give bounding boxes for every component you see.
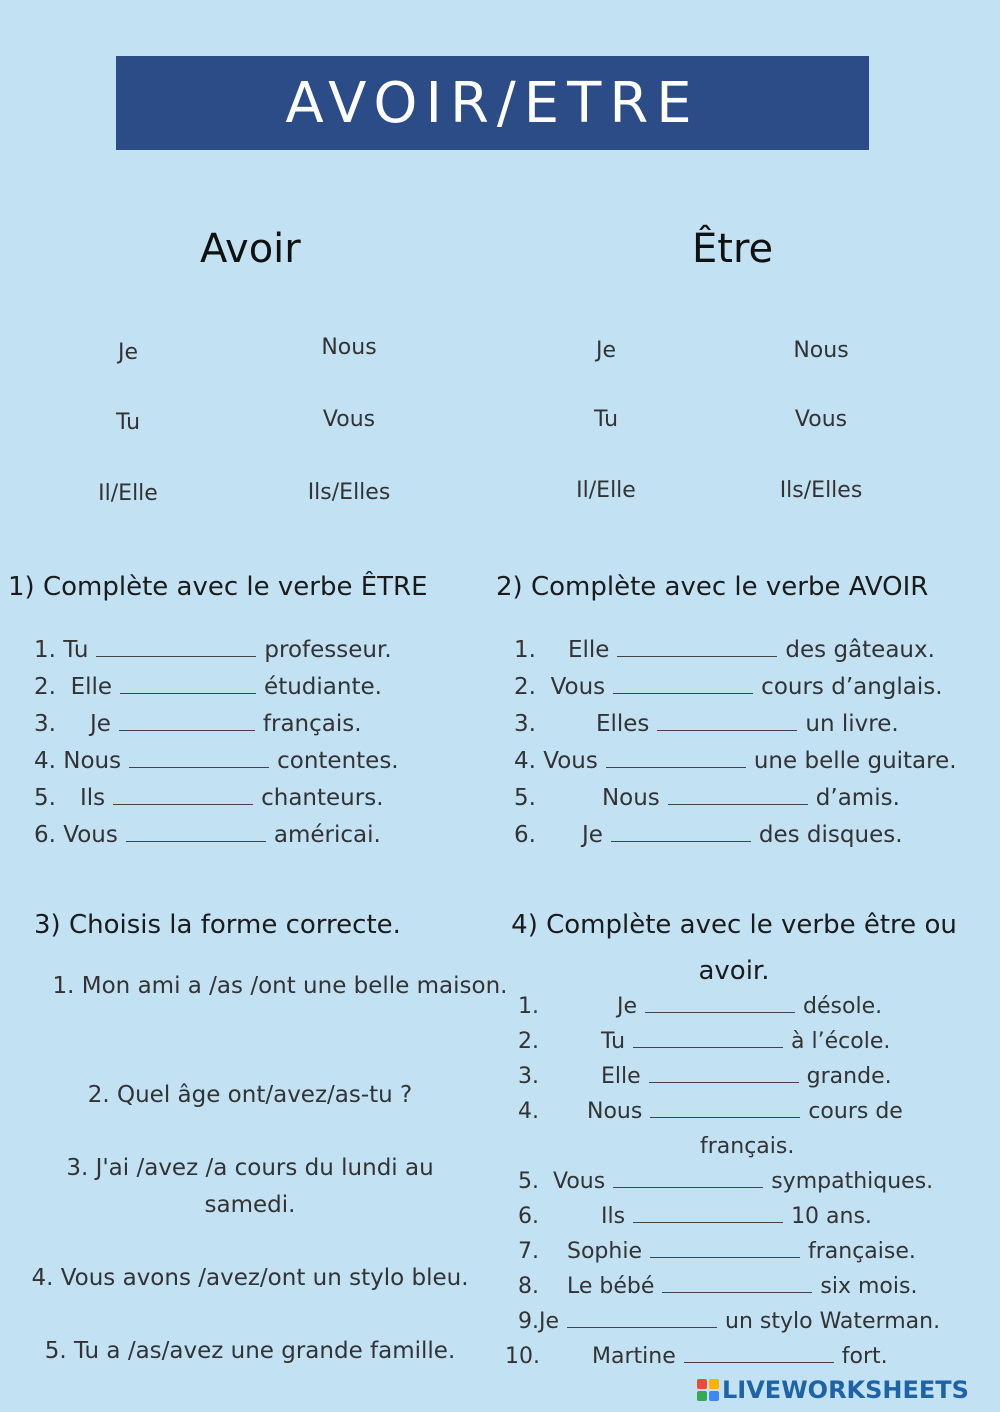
ex1-line (34, 674, 382, 700)
item-subject: Vous (553, 1169, 606, 1194)
item-number: 2. (34, 674, 56, 700)
item-rest: professeur. (264, 637, 392, 663)
choice-item: 2. Quel âge ont/avez/as-tu ? (87, 1082, 413, 1108)
answer-blank[interactable] (650, 1256, 800, 1258)
item-subject: Ils (79, 785, 106, 811)
answer-blank[interactable] (113, 803, 253, 805)
ex2-line (514, 785, 900, 811)
answer-blank[interactable] (119, 729, 255, 731)
item-rest: un stylo Waterman. (725, 1309, 941, 1334)
etre-pronoun-tu: Tu (593, 407, 619, 432)
item-subject: Tu (601, 1029, 626, 1054)
item-number: 6. (518, 1204, 539, 1229)
item-subject: Le bébé (567, 1274, 655, 1299)
choice-item: 4. Vous avons /avez/ont un stylo bleu. (31, 1265, 469, 1291)
item-rest: des disques. (758, 822, 903, 848)
ex1-line (34, 637, 392, 663)
answer-blank[interactable] (567, 1326, 717, 1328)
item-rest: chanteurs. (261, 785, 384, 811)
answer-blank[interactable] (645, 1011, 795, 1013)
item-subject: Vous (550, 674, 606, 700)
etre-pronoun-nous: Nous (793, 338, 849, 363)
avoir-pronoun-je: Je (117, 340, 139, 365)
item-subject: Nous (601, 785, 660, 811)
etre-pronoun-je: Je (595, 338, 617, 363)
ex1-line (34, 748, 399, 774)
answer-blank[interactable] (129, 766, 269, 768)
ex4-line (505, 1344, 888, 1369)
etre-pronoun-il-elle: Il/Elle (576, 478, 636, 503)
avoir-pronoun-vous: Vous (322, 407, 376, 432)
logo-text: LIVEWORKSHEETS (722, 1376, 969, 1404)
ex4-line (518, 1029, 890, 1054)
liveworksheets-logo-icon (697, 1379, 719, 1401)
answer-blank[interactable] (662, 1291, 812, 1293)
ex2-line (514, 748, 957, 774)
answer-blank[interactable] (96, 655, 256, 657)
item-number: 1. (514, 637, 536, 663)
item-rest: français. (262, 711, 362, 737)
ex2-line (514, 822, 903, 848)
item-subject: Ils (601, 1204, 626, 1229)
ex1-line (34, 822, 381, 848)
item-number: 9. (518, 1309, 539, 1334)
ex4-line (518, 1064, 892, 1089)
item-subject: Vous (63, 822, 118, 848)
item-rest: 10 ans. (791, 1204, 872, 1229)
item-rest: étudiante. (264, 674, 382, 700)
item-rest: à l’école. (791, 1029, 891, 1054)
item-rest: américai. (273, 822, 381, 848)
item-number: 3. (514, 711, 536, 737)
item-rest: cours d’anglais. (761, 674, 943, 700)
ex1-line (34, 785, 384, 811)
item-rest: des gâteaux. (785, 637, 935, 663)
avoir-pronoun-nous: Nous (321, 335, 377, 360)
item-subject: Je (539, 1309, 560, 1334)
item-subject: Vous (543, 748, 598, 774)
item-number: 7. (518, 1239, 539, 1264)
exercise-1-title: 1) Complète avec le verbe ÊTRE (8, 572, 428, 602)
liveworksheets-logo[interactable] (697, 1376, 969, 1404)
item-number: 4. (518, 1099, 539, 1124)
etre-pronoun-vous: Vous (794, 407, 848, 432)
item-rest: désole. (803, 994, 883, 1019)
avoir-pronoun-ils-elles: Ils/Elles (307, 480, 391, 505)
item-number: 5. (518, 1169, 539, 1194)
answer-blank[interactable] (649, 1081, 799, 1083)
answer-blank[interactable] (613, 692, 753, 694)
ex2-line (514, 637, 935, 663)
item-number: 2. (518, 1029, 539, 1054)
item-number: 4. (34, 748, 56, 774)
item-number: 2. (514, 674, 536, 700)
item-subject: Sophie (567, 1239, 642, 1264)
answer-blank[interactable] (120, 692, 256, 694)
answer-blank[interactable] (606, 766, 746, 768)
avoir-heading: Avoir (200, 226, 301, 272)
answer-blank[interactable] (633, 1221, 783, 1223)
item-subject: Je (581, 822, 603, 848)
item-rest: six mois. (820, 1274, 918, 1299)
item-number: 3. (34, 711, 56, 737)
answer-blank[interactable] (657, 729, 797, 731)
exercise-2-title: 2) Complète avec le verbe AVOIR (496, 572, 929, 602)
title-banner (116, 56, 869, 150)
item-number: 5. (514, 785, 536, 811)
choice-item: 3. J'ai /avez /a cours du lundi au samedi. (66, 1155, 434, 1218)
choice-item: 1. Mon ami a /as /ont une belle maison. (52, 973, 508, 999)
answer-blank[interactable] (617, 655, 777, 657)
etre-heading: Être (692, 226, 774, 272)
ex4-line (518, 1274, 917, 1299)
answer-blank[interactable] (633, 1046, 783, 1048)
item-rest: une belle guitare. (753, 748, 957, 774)
answer-blank[interactable] (650, 1116, 800, 1118)
ex4-line (518, 994, 882, 1019)
ex4-line (518, 1309, 940, 1334)
exercise-3-title: 3) Choisis la forme correcte. (34, 910, 401, 940)
item-subject: Elles (595, 711, 650, 737)
item-number: 8. (518, 1274, 539, 1299)
item-subject: Nous (587, 1099, 643, 1124)
item-subject: Tu (63, 637, 89, 663)
ex4-line (518, 1169, 933, 1194)
item-rest: sympathiques. (771, 1169, 934, 1194)
ex1-line (34, 711, 362, 737)
item-rest: cours de (808, 1099, 903, 1124)
answer-blank[interactable] (126, 840, 266, 842)
answer-blank[interactable] (668, 803, 808, 805)
item-subject: Martine (592, 1344, 676, 1369)
page-title: AVOIR/ETRE (285, 70, 700, 136)
item-number: 5. (34, 785, 56, 811)
item-number: 1. (34, 637, 56, 663)
choice-item: 5. Tu a /as/avez une grande famille. (44, 1338, 456, 1364)
item-rest: française. (807, 1239, 916, 1264)
item-number: 6. (514, 822, 536, 848)
item-subject: Elle (567, 637, 610, 663)
ex2-line (514, 711, 899, 737)
item-rest: d’amis. (815, 785, 900, 811)
item-number: 3. (518, 1064, 539, 1089)
item-subject: Elle (70, 674, 113, 700)
item-number: 1. (518, 994, 539, 1019)
item-rest: grande. (806, 1064, 892, 1089)
item-rest: contentes. (277, 748, 399, 774)
item-subject: Elle (601, 1064, 641, 1089)
ex4-line (518, 1099, 903, 1124)
item-subject: Nous (63, 748, 122, 774)
ex4-line (518, 1239, 916, 1264)
avoir-pronoun-tu: Tu (115, 410, 141, 435)
answer-blank[interactable] (684, 1361, 834, 1363)
ex2-line (514, 674, 943, 700)
item-subject: Je (617, 994, 638, 1019)
ex4-line (518, 1204, 872, 1229)
answer-blank[interactable] (611, 840, 751, 842)
answer-blank[interactable] (613, 1186, 763, 1188)
ex4-line-continuation (700, 1134, 794, 1159)
exercise-4-title: 4) Complète avec le verbe être ou avoir. (511, 910, 957, 986)
item-number: 4. (514, 748, 536, 774)
item-number: 10. (505, 1344, 540, 1369)
item-number: 6. (34, 822, 56, 848)
etre-pronoun-ils-elles: Ils/Elles (779, 478, 863, 503)
item-rest: fort. (841, 1344, 888, 1369)
item-rest: un livre. (805, 711, 899, 737)
avoir-pronoun-il-elle: Il/Elle (98, 481, 158, 506)
item-subject: Je (89, 711, 111, 737)
item-rest: français. (700, 1134, 795, 1159)
